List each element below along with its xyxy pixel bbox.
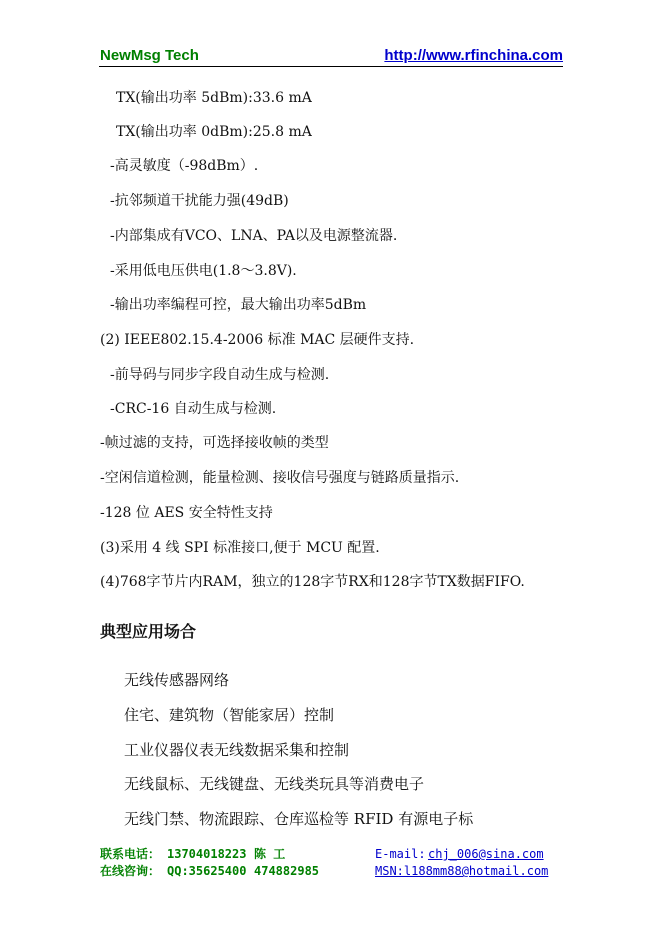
page-footer <box>0 846 662 886</box>
contact-name: 陈 工 <box>254 847 286 861</box>
email-label: E-mail: <box>375 847 426 861</box>
list-item: 住宅、建筑物（智能家居）控制 <box>124 706 335 724</box>
spec-line: -抗邻频道干扰能力强(49dB) <box>110 193 289 209</box>
phone-number: 13704018223 <box>167 847 247 861</box>
spec-line: -CRC-16 自动生成与检测. <box>110 401 277 417</box>
spec-line: (3)采用 4 线 SPI 标准接口,便于 MCU 配置. <box>100 540 380 556</box>
spec-line: -帧过滤的支持，可选择接收帧的类型 <box>100 435 329 451</box>
spec-line: TX(输出功率 5dBm):33.6 mA <box>116 90 312 106</box>
phone-label: 联系电话： <box>100 847 161 861</box>
brand-name: NewMsg Tech <box>100 47 199 64</box>
msn-link[interactable]: MSN:l188mm88@hotmail.com <box>375 864 549 878</box>
online-label: 在线咨询： <box>100 864 161 878</box>
spec-line: -空闲信道检测，能量检测、接收信号强度与链路质量指示. <box>100 470 460 486</box>
list-item: 无线传感器网络 <box>124 671 230 689</box>
list-item: 工业仪器仪表无线数据采集和控制 <box>124 741 350 759</box>
spec-line: -高灵敏度（-98dBm）. <box>110 158 259 174</box>
spec-line: -128 位 AES 安全特性支持 <box>100 505 273 521</box>
section-title: 典型应用场合 <box>100 622 197 641</box>
list-item: 无线门禁、物流跟踪、仓库巡检等 RFID 有源电子标 <box>124 810 474 828</box>
spec-line: -采用低电压供电(1.8～3.8V). <box>110 263 297 279</box>
spec-line: -前导码与同步字段自动生成与检测. <box>110 367 330 383</box>
spec-line: TX(输出功率 0dBm):25.8 mA <box>116 124 312 140</box>
spec-line: -输出功率编程可控，最大输出功率5dBm <box>110 297 367 313</box>
qq-number: QQ:35625400 <box>167 864 247 878</box>
spec-line: (4)768字节片内RAM，独立的128字节RX和128字节TX数据FIFO. <box>100 574 525 590</box>
spec-line: (2) IEEE802.15.4-2006 标准 MAC 层硬件支持. <box>100 332 415 348</box>
email-link[interactable]: chj_006@sina.com <box>428 847 544 861</box>
qq-number-alt: 474882985 <box>254 864 320 878</box>
page-header <box>99 46 563 67</box>
list-item: 无线鼠标、无线键盘、无线类玩具等消费电子 <box>124 775 425 793</box>
website-link[interactable]: http://www.rfinchina.com <box>384 47 563 64</box>
spec-line: -内部集成有VCO、LNA、PA以及电源整流器. <box>110 228 398 244</box>
